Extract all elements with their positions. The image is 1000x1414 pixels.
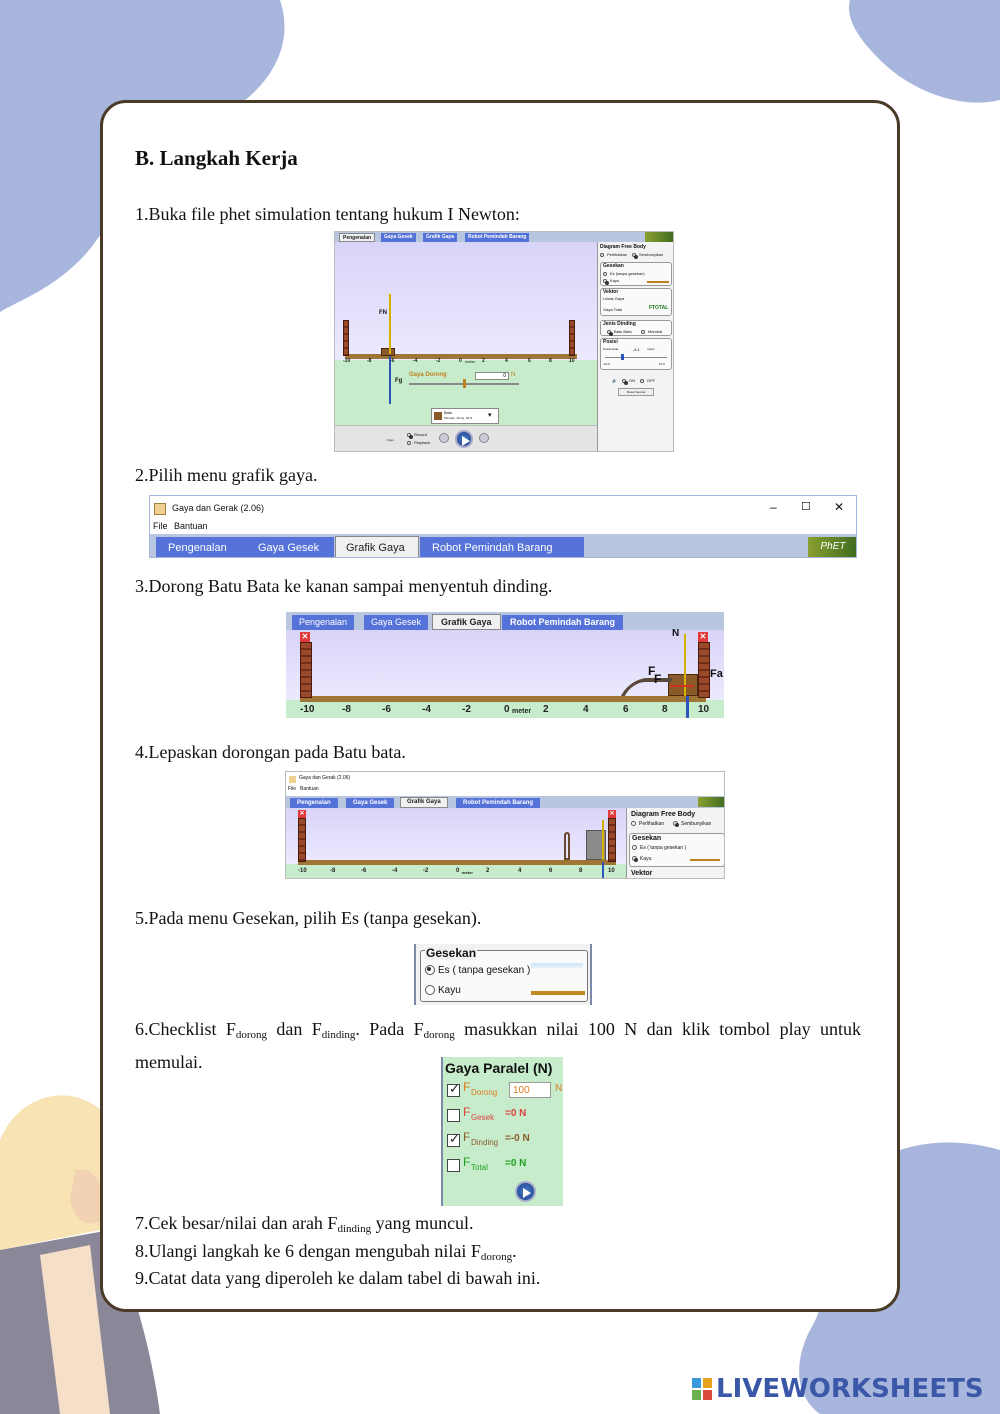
sim4-tab-pengenalan[interactable]: Pengenalan <box>290 798 338 808</box>
sim1-fbd-title: Diagram Free Body <box>600 244 646 250</box>
sim1-sound-off-label: OFF <box>647 378 655 383</box>
sim3-tick: 4 <box>583 704 589 715</box>
step-7-part: 7.Cek besar/nilai dan arah F <box>135 1213 338 1233</box>
step-6-sub: dorong <box>235 1029 268 1041</box>
sim4-fbd-hide-label: Sembunyikan <box>681 821 712 827</box>
sim1-reset-button[interactable]: Reset Semua <box>618 388 654 396</box>
step-6-sub: dinding <box>321 1029 356 1041</box>
sim2-phet-logo: PhET <box>808 537 857 557</box>
step-4: 4.Lepaskan dorongan pada Batu bata. <box>135 742 406 762</box>
sim1-wall-title: Jenis Dinding <box>603 321 636 327</box>
sim1-wall-brick[interactable] <box>607 329 632 334</box>
f-gesek-symbol: F <box>463 1105 471 1119</box>
sim1-tab-grafik-gaya[interactable]: Grafik Gaya <box>423 233 457 242</box>
sim4-sky <box>286 808 626 864</box>
sim1-friction-ice-label: Es (tanpa gesekan) <box>610 271 645 276</box>
sim1-playback-option[interactable] <box>407 440 430 445</box>
sim3-tab-gaya-gesek[interactable]: Gaya Gesek <box>364 615 428 630</box>
sim4-tab-robot[interactable]: Robot Pemindah Barang <box>456 798 540 808</box>
sim1-tick: 8 <box>549 358 552 364</box>
step-6-part: masukkan nilai 100 N dan klik tombol play untuk memulai. <box>135 1019 862 1072</box>
sim3-remove-right-wall[interactable]: ✕ <box>699 632 707 641</box>
sim4-tick: 4 <box>518 868 522 874</box>
sim3-fa-label: Fa <box>710 668 723 680</box>
sim1-meter-label: meter <box>465 359 476 364</box>
screenshot-sim-intro <box>334 231 674 452</box>
sim1-friction-title: Gesekan <box>603 263 624 269</box>
sim1-tick: 10 <box>569 358 575 364</box>
sim1-step-button[interactable] <box>479 433 489 443</box>
step-6-sub: dorong <box>423 1029 455 1041</box>
sim2-tabbar <box>150 534 857 558</box>
sim1-tabbar <box>335 232 673 242</box>
sim4-tick: -2 <box>423 868 429 874</box>
sim1-tab-gaya-gesek[interactable]: Gaya Gesek <box>381 233 416 242</box>
f-total-symbol: F <box>463 1155 471 1169</box>
brick-icon <box>434 412 442 420</box>
menu-file[interactable]: File <box>153 521 168 531</box>
sim4-friction-ice-label: Es ( tanpa gesekan ) <box>640 845 687 851</box>
sim2-tab-gaya-gesek[interactable]: Gaya Gesek <box>246 537 334 558</box>
sim1-tick: 2 <box>482 358 485 364</box>
friction-title: Gesekan <box>426 946 477 960</box>
sim1-wall-bouncy-label: Membal <box>648 329 663 334</box>
sim1-range-min: -10.0 <box>603 362 610 366</box>
sim1-playback-label: Playback <box>414 440 431 445</box>
sim1-friction-group <box>600 262 672 286</box>
sim1-phet-logo <box>645 232 674 242</box>
sim1-pos-value[interactable]: -6.1 <box>633 347 640 352</box>
sim1-push-input[interactable]: 0 <box>475 372 509 380</box>
checkbox-f-dorong[interactable] <box>447 1084 460 1097</box>
sim1-fn-label: FN <box>379 310 387 316</box>
sim4-friction-ice[interactable] <box>632 845 686 851</box>
sim3-tab-robot[interactable]: Robot Pemindah Barang <box>502 615 623 630</box>
sim1-pos-unit: meter <box>647 347 655 351</box>
sim4-person-figure <box>564 832 570 860</box>
sim3-wall-left <box>300 642 312 698</box>
sim4-window-title: Gaya dan Gerak (2.06) <box>299 775 351 781</box>
sim3-wall-right <box>698 642 710 698</box>
sim1-wall-bouncy[interactable] <box>641 329 662 334</box>
f-total-value: =0 N <box>505 1158 527 1169</box>
sim1-sound-on[interactable] <box>622 378 635 383</box>
sim1-fbd-hide[interactable] <box>632 252 663 257</box>
sim4-tick: -4 <box>392 868 398 874</box>
minimize-icon[interactable]: – <box>770 500 777 514</box>
sim1-tick: -6 <box>390 358 395 364</box>
friction-wood-label: Kayu <box>438 985 461 996</box>
sim1-tick: -10 <box>343 358 351 364</box>
sim3-tick: -8 <box>342 704 351 715</box>
sim4-tabbar <box>286 796 725 808</box>
sim1-friction-ice[interactable] <box>603 271 645 276</box>
sim1-vector-opt[interactable]: Gaya Total <box>603 307 623 312</box>
sim4-fbd-show-label: Perlihatkan <box>639 821 665 827</box>
sim1-ftotal-label: FTOTAL <box>649 305 669 311</box>
sim4-gravity-arrow <box>602 862 604 879</box>
sim4-tick: 10 <box>608 868 615 874</box>
sim3-tick: -4 <box>422 704 431 715</box>
sim4-tick: 8 <box>579 868 583 874</box>
sim1-push-slider-thumb[interactable] <box>463 379 466 388</box>
sim4-tab-gaya-gesek[interactable]: Gaya Gesek <box>346 798 394 808</box>
java-app-icon <box>154 503 166 515</box>
wood-swatch <box>690 859 720 861</box>
sim4-phet-logo <box>698 797 725 807</box>
sim4-floor <box>298 860 616 865</box>
sim3-tick: 10 <box>698 704 710 715</box>
chevron-down-icon[interactable]: ▾ <box>488 412 492 419</box>
f-gesek-value: =0 N <box>505 1108 527 1119</box>
sim1-tick: 0 <box>459 358 462 364</box>
menu-bantuan[interactable]: Bantuan <box>174 521 208 531</box>
screenshot-friction-menu <box>414 944 592 1005</box>
sim4-remove-left-wall[interactable]: ✕ <box>299 811 305 817</box>
sim3-floor <box>300 696 706 702</box>
friction-ice-option[interactable] <box>425 965 530 976</box>
sim1-fbd-show-label: Perlihatkan <box>607 252 628 257</box>
ice-swatch <box>531 963 583 968</box>
sim1-vector-opt[interactable]: Lekas Gaya <box>603 296 625 301</box>
sim4-friction-title: Gesekan <box>632 835 662 842</box>
sim1-fg-label: Fg <box>395 378 403 384</box>
step-6-part: . Pada F <box>355 1019 424 1039</box>
step-7-part: yang muncul. <box>371 1213 474 1233</box>
decor-blob-top-right <box>840 0 1000 110</box>
sim3-tab-pengenalan[interactable]: Pengenalan <box>292 615 354 630</box>
sim4-tick: 0 <box>456 868 460 874</box>
sim4-fbd-show[interactable] <box>631 821 664 827</box>
f-gesek-sub: Gesek <box>471 1113 495 1122</box>
sim1-push-unit: N <box>511 372 516 378</box>
sim1-wall-group <box>600 320 672 336</box>
sim1-tick: -2 <box>436 358 441 364</box>
sim4-friction-wood[interactable] <box>632 856 651 862</box>
checkbox-f-gesek[interactable] <box>447 1109 460 1122</box>
friction-group <box>420 946 588 1002</box>
sim1-object-sub: Tali tipis, 40 Kg, 40 N <box>444 416 473 420</box>
sim1-brick[interactable] <box>381 348 395 356</box>
sim1-friction-wood-label: Kayu <box>610 278 620 283</box>
screenshot-release-push <box>285 771 725 879</box>
sim1-tab-robot[interactable]: Robot Pemindah Barang <box>465 233 529 242</box>
sim1-wall-left <box>343 320 349 356</box>
step-7-sub: dinding <box>337 1223 372 1235</box>
step-6-part: 6.Checklist F <box>135 1019 236 1039</box>
play-button[interactable] <box>515 1181 536 1202</box>
sim4-control-panel <box>626 808 725 879</box>
section-title: B. Langkah Kerja <box>135 146 298 170</box>
sim1-push-label: Gaya Dorong <box>409 372 447 378</box>
maximize-icon[interactable]: ☐ <box>801 501 811 513</box>
sim1-tick: 4 <box>505 358 508 364</box>
sim1-tick: 6 <box>528 358 531 364</box>
sim1-vector-group <box>600 288 672 316</box>
sim1-fbd-hide-label: Sembunyikan <box>639 252 664 257</box>
sim1-rewind-button[interactable] <box>439 433 449 443</box>
step-8-part: 8.Ulangi langkah ke 6 dengan mengubah nilai F <box>135 1241 481 1261</box>
sim1-wall-right <box>569 320 575 356</box>
f-dorong-sub: Dorong <box>471 1088 498 1097</box>
sim3-tick: 6 <box>623 704 629 715</box>
sim4-vector-title: Vektor <box>631 870 653 877</box>
sim3-n-label: N <box>672 628 680 639</box>
sim4-fbd-title: Diagram Free Body <box>631 811 696 818</box>
step-6-part: dan F <box>267 1019 322 1039</box>
f-dorong-input[interactable]: 100 <box>509 1082 551 1098</box>
liveworksheets-brand: LIVEWORKSHEETS <box>716 1374 984 1404</box>
sim3-tick: 8 <box>662 704 668 715</box>
f-dorong-unit: N <box>555 1083 563 1094</box>
sim1-play-button[interactable] <box>455 430 473 448</box>
sim1-sound-on-label: ON <box>629 378 635 383</box>
sim4-friction-group <box>629 833 725 867</box>
screenshot-window-tabs <box>149 495 857 558</box>
sim1-sky <box>335 242 597 360</box>
parallel-forces-title: Gaya Paralel (N) <box>445 1060 553 1076</box>
step-9: 9.Catat data yang diperoleh ke dalam tabel di bawah ini. <box>135 1268 541 1288</box>
sim4-fbd-hide[interactable] <box>673 821 711 827</box>
sim4-tick: 6 <box>549 868 553 874</box>
sim3-gravity-arrow <box>686 696 689 718</box>
sim4-wall-left <box>298 818 306 862</box>
sim4-tick: 2 <box>486 868 490 874</box>
sim3-meter-label: meter <box>512 708 532 715</box>
sim2-window-title: Gaya dan Gerak (2.06) <box>172 503 265 513</box>
step-8-part: . <box>512 1241 517 1261</box>
sim4-friction-wood-label: Kayu <box>640 856 652 862</box>
sim1-sound-off[interactable] <box>640 378 655 383</box>
sim1-tick: -4 <box>413 358 418 364</box>
sim3-f2-label: F <box>654 672 662 686</box>
sim4-tick: -10 <box>298 868 307 874</box>
menu-bantuan[interactable]: Bantuan <box>300 786 319 792</box>
sim1-playback-bar <box>335 425 597 452</box>
sim2-tab-pengenalan[interactable]: Pengenalan <box>156 537 246 558</box>
f-dinding-symbol: F <box>463 1130 471 1144</box>
sim3-tick: -6 <box>382 704 391 715</box>
close-icon[interactable]: ✕ <box>834 500 845 514</box>
sim3-remove-left-wall[interactable]: ✕ <box>301 632 309 641</box>
sim1-position-group <box>600 338 672 370</box>
sim4-normal-arrow <box>602 820 604 860</box>
sim4-remove-right-wall[interactable]: ✕ <box>609 811 615 817</box>
sim1-tab-pengenalan[interactable]: Pengenalan <box>339 233 375 242</box>
checkbox-f-total[interactable] <box>447 1159 460 1172</box>
sim4-wall-right <box>608 818 616 862</box>
sim4-tick: -6 <box>361 868 367 874</box>
sim3-tick: -10 <box>300 704 315 715</box>
sim3-tick: -2 <box>462 704 471 715</box>
sim1-vector-title: Vektor <box>603 289 619 295</box>
sim1-pos-thumb[interactable] <box>621 354 624 360</box>
friction-wood-option[interactable] <box>425 985 461 996</box>
java-app-icon <box>289 776 296 783</box>
sim1-tick: -8 <box>367 358 372 364</box>
sim1-normal-arrow <box>389 294 391 354</box>
sim4-meter-label: meter <box>462 870 473 875</box>
sim1-pos-slider[interactable] <box>605 357 667 358</box>
sim2-tab-robot[interactable]: Robot Pemindah Barang <box>420 537 584 558</box>
sim1-object-selector[interactable] <box>431 408 499 424</box>
menu-file[interactable]: File <box>288 786 297 792</box>
sim2-tab-grafik-gaya[interactable]: Grafik Gaya <box>335 536 419 558</box>
step-1: 1.Buka file phet simulation tentang hukum I Newton: <box>135 204 520 224</box>
sim3-f-label: F <box>648 664 656 678</box>
sim1-friction-wood[interactable] <box>603 278 619 283</box>
screenshot-push-brick <box>286 612 724 718</box>
sim1-pos-title: Posisi <box>603 339 618 345</box>
sim1-wall-brick-label: Batu Bata <box>614 329 632 334</box>
f-dinding-sub: Dinding <box>471 1138 499 1147</box>
friction-ice-label: Es ( tanpa gesekan ) <box>438 965 531 976</box>
sim4-tab-grafik-gaya[interactable]: Grafik Gaya <box>400 797 448 808</box>
sim3-force-arrow <box>670 685 694 687</box>
sim3-tick: 2 <box>543 704 549 715</box>
sim3-tick: 0 <box>504 704 510 715</box>
sim1-range-max: 10.0 <box>659 362 665 366</box>
screenshot-parallel-forces <box>441 1057 563 1206</box>
step-5: 5.Pada menu Gesekan, pilih Es (tanpa gesekan). <box>135 908 482 928</box>
sim1-pos-row: Posisi Awal <box>603 347 619 351</box>
f-dorong-symbol: F <box>463 1080 471 1094</box>
sim1-fbd-show[interactable] <box>600 252 627 257</box>
step-8-sub: dorong <box>480 1251 513 1263</box>
sim1-record-option[interactable] <box>407 432 427 437</box>
step-3: 3.Dorong Batu Bata ke kanan sampai menyentuh dinding. <box>135 576 553 596</box>
liveworksheets-logo-icon <box>692 1378 712 1400</box>
sim4-tick: -8 <box>330 868 336 874</box>
sim1-control-panel <box>597 242 674 452</box>
speaker-icon: 🔊 <box>612 378 617 383</box>
sim1-bottom-left: Kayu <box>387 438 394 442</box>
sim3-tab-grafik-gaya[interactable]: Grafik Gaya <box>432 614 501 630</box>
wood-swatch <box>647 281 669 283</box>
checkbox-f-dinding[interactable] <box>447 1134 460 1147</box>
sim1-object-label: Batu <box>444 410 453 415</box>
step-2: 2.Pilih menu grafik gaya. <box>135 465 318 485</box>
sim3-tabbar <box>286 612 724 630</box>
f-total-sub: Total <box>471 1163 488 1172</box>
wood-swatch <box>531 991 585 995</box>
f-dinding-value: =-0 N <box>505 1133 530 1144</box>
sim1-record-label: Record <box>414 432 427 437</box>
